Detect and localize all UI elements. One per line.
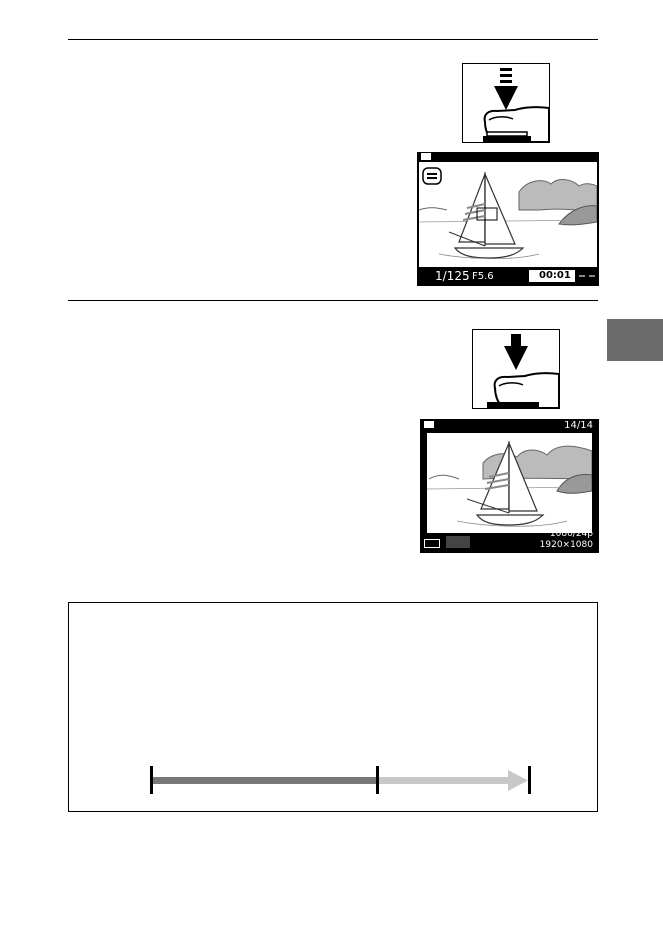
frame-counter: 14/14: [564, 420, 593, 431]
shutter-press-illustration-2: [472, 329, 560, 409]
timeline-elapsed-bar: [152, 777, 378, 784]
live-view-screen-recording: [417, 152, 599, 286]
movie-mode-icon: [424, 421, 434, 428]
timeline-end-tick: [528, 766, 531, 794]
timeline-arrow-icon: [508, 770, 528, 791]
remaining-time-dashes: [579, 275, 595, 279]
play-control-icon: [446, 536, 470, 548]
sailboat-scene-icon: [427, 433, 592, 533]
timeline-remaining-bar: [378, 777, 510, 784]
finger-press-icon: [463, 64, 549, 142]
timeline-middle-tick: [376, 766, 379, 794]
video-mode-label: 1080/24p: [549, 529, 593, 539]
section-rule-top: [68, 39, 598, 40]
recording-timeline: [140, 760, 540, 800]
playback-screen: [420, 419, 599, 553]
battery-icon: [424, 539, 440, 548]
playback-image: [427, 433, 592, 533]
chapter-tab: [607, 319, 663, 361]
shutter-speed-readout: 1/125: [435, 269, 470, 283]
timeline-start-tick: [150, 766, 153, 794]
movie-mode-icon: [421, 153, 431, 160]
recording-timer: 00:01: [539, 270, 571, 281]
section-rule-middle: [68, 300, 598, 301]
shutter-press-illustration-1: [462, 63, 550, 143]
live-view-image: [419, 162, 597, 267]
aperture-readout: F5.6: [472, 271, 494, 282]
sailboat-scene-icon: [419, 162, 597, 267]
frame-size-label: 1920×1080: [539, 540, 593, 550]
finger-press-icon: [473, 330, 559, 408]
